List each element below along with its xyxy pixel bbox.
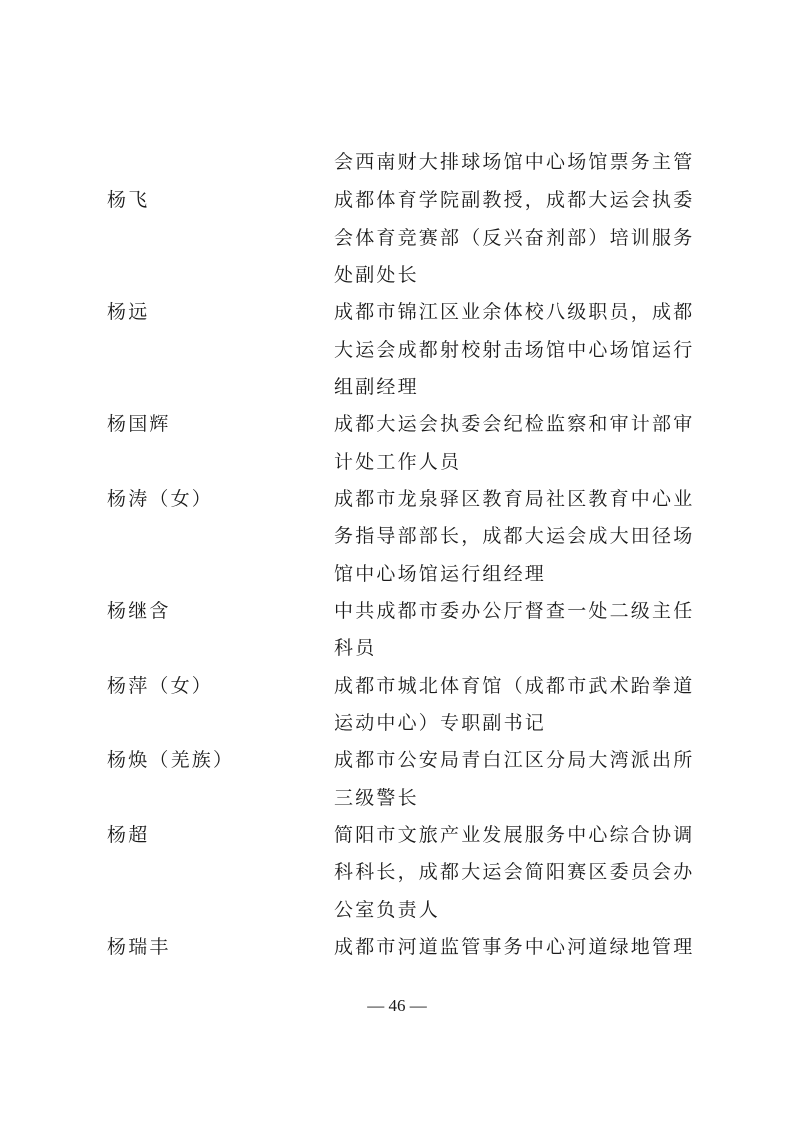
entry-name: 杨瑞丰 bbox=[107, 936, 171, 958]
entry-desc-line: 成都体育学院副教授，成都大运会执委 bbox=[334, 189, 695, 211]
entry-name: 杨继含 bbox=[107, 600, 171, 622]
entry-desc-line: 公室负责人 bbox=[334, 899, 441, 921]
entry-desc-line: 中共成都市委办公厅督查一处二级主任 bbox=[334, 600, 695, 622]
entry-desc-line: 科科长，成都大运会简阳赛区委员会办 bbox=[334, 861, 695, 883]
entry-desc-line: 成都市龙泉驿区教育局社区教育中心业 bbox=[334, 488, 695, 510]
entry-desc-line: 计处工作人员 bbox=[334, 451, 462, 473]
entry-desc-line: 运动中心）专职副书记 bbox=[334, 712, 547, 734]
entry-name: 杨国辉 bbox=[107, 413, 171, 435]
entry-desc-line: 会体育竞赛部（反兴奋剂部）培训服务 bbox=[334, 227, 695, 249]
entry-name: 杨飞 bbox=[107, 189, 150, 211]
entry-desc-line: 简阳市文旅产业发展服务中心综合协调 bbox=[334, 824, 695, 846]
entry-desc-line: 务指导部部长，成都大运会成大田径场 bbox=[334, 525, 695, 547]
entry-desc-line: 成都市公安局青白江区分局大湾派出所 bbox=[334, 749, 695, 771]
entry-desc-line: 成都市城北体育馆（成都市武术跆拳道 bbox=[334, 675, 695, 697]
entry-desc-line: 组副经理 bbox=[334, 376, 419, 398]
entry-desc-line: 三级警长 bbox=[334, 787, 419, 809]
entry-desc-line: 会西南财大排球场馆中心场馆票务主管 bbox=[334, 151, 695, 173]
entry-desc-line: 成都市锦江区业余体校八级职员，成都 bbox=[334, 301, 695, 323]
entry-desc-line: 成都大运会执委会纪检监察和审计部审 bbox=[334, 413, 695, 435]
entry-desc-line: 馆中心场馆运行组经理 bbox=[334, 563, 547, 585]
entry-name: 杨远 bbox=[107, 301, 150, 323]
entry-name: 杨涛（女） bbox=[107, 488, 214, 510]
entry-name: 杨萍（女） bbox=[107, 675, 214, 697]
entry-name: 杨焕（羌族） bbox=[107, 749, 235, 771]
entry-desc-line: 大运会成都射校射击场馆中心场馆运行 bbox=[334, 339, 695, 361]
entry-name: 杨超 bbox=[107, 824, 150, 846]
entry-desc-line: 科员 bbox=[334, 637, 377, 659]
entry-desc-line: 处副处长 bbox=[334, 264, 419, 286]
page-number: — 46 — bbox=[367, 996, 427, 1015]
entry-desc-line: 成都市河道监管事务中心河道绿地管理 bbox=[334, 936, 695, 958]
